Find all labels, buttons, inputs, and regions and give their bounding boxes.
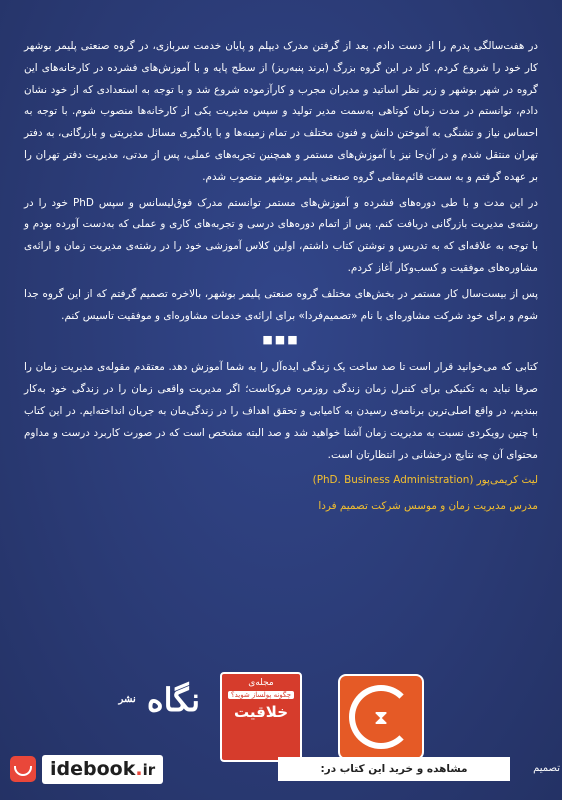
negah-publisher-logo	[90, 680, 200, 720]
khalaqiat-mag-label: مجله‌ی	[248, 678, 274, 688]
author-title: مدرس مدیریت زمان و موسس شرکت تصمیم فردا	[318, 500, 538, 513]
body-paragraph: کتابی که می‌خوانید قرار است تا صد ساخت یک زندگی ایده‌آل را به شما آموزش دهد. معتقدم مقوله‌ی مدیریت زمان را صرفا نباید به تکنیکی برای کنترل زمان زندگی روزمره فروکاست؛ اگر مدیریت واقعی زمان را در زندگی خود به‌کار ببندیم، در واقع اصلی‌ترین برنامه‌ی رسیدن به کامیابی و تحقق اهداف را در زندگی‌مان به جریان انداخته‌ایم. در این کتاب با چنین رویکردی نسبت به مدیریت زمان آشنا خواهید شد و صد البته مشخص است که در صورت کاربرد درست و مداوم محتوای آن چه نتایج درخشانی در انتظارتان است.	[24, 361, 538, 461]
idebook-site-name: idebook.ir	[42, 755, 163, 784]
author-name: لیث کریمی‌پور (PhD. Business Administration)	[312, 474, 538, 487]
negah-logo-small: نشر	[118, 694, 136, 705]
idebook-smile-icon	[10, 756, 36, 782]
body-paragraph: در این مدت و با طی دوره‌های فشرده و آموزش‌های مستمر توانستم مدرک فوق‌لیسانس و سپس PhD خود را در رشته‌ی مدیریت بازرگانی دریافت کنم. پس از اتمام دوره‌های درسی و تجربه‌های کاری و عملی که به‌دست آورده بودم و با توجه به علاقه‌ای که به تدریس و نوشتن کتاب داشتم، اولین کلاس آموزشی خود را در رشته‌ی مدیریت زمان و ارائه‌ی مشاوره‌های موفقیت و کسب‌وکار آغاز کردم.	[24, 196, 538, 274]
khalaqiat-tagline: چگونه پولساز شوید؟	[228, 691, 294, 699]
hourglass-icon: ⧗	[373, 705, 389, 729]
idebook-watermark[interactable]	[10, 754, 278, 784]
khalaqiat-magazine-logo	[220, 672, 302, 762]
body-paragraph: در هفت‌سالگی پدرم را از دست دادم. بعد از گرفتن مدرک دیپلم و پایان خدمت سربازی، در گروه صنعتی پلیمر بوشهر کار خود را شروع کردم. کار در این گروه بزرگ (برند پنبه‌ریز) از سطح پایه و با آموزش‌های فشرده در کارخانه‌های این گروه در شهر بوشهر و زیر نظر اساتید و مدیران مجرب و کارآزموده شروع شد و با توجه به استعدادی که از خود نشان دادم، توانستم در مدت زمان کوتاهی به‌سمت مدیر تولید و سپس مدیریت یکی از کارخانه‌ها منصوب شوم. با توجه به احساس نیاز و تشنگی به آموختن دانش و فنون مختلف در تمام زمینه‌ها و با یادگیری مسائل مدیریتی و بازرگانی، به دفتر تهران منتقل شدم و در آن‌جا نیز با آموزش‌های مستمر و همچنین تجربه‌های عملی، پس از مدتی، مدیریت دفتر تهران را بر عهده گرفتم و به سمت قائم‌مقامی گروه صنعتی پلیمر بوشهر منصوب شدم.	[24, 40, 538, 183]
download-banner[interactable]: مشاهده و خرید این کتاب در:	[278, 757, 510, 781]
section-separator: ■■■	[262, 333, 300, 347]
tasmim-label: تصمیم	[533, 763, 560, 774]
back-cover-text	[24, 36, 538, 516]
clock-ring-icon	[349, 685, 413, 749]
negah-logo-text: نگاه	[146, 681, 200, 719]
tasmim-farda-logo	[338, 674, 424, 760]
khalaqiat-title: خلاقیت	[233, 703, 289, 721]
body-paragraph: پس از بیست‌سال کار مستمر در بخش‌های مختلف گروه صنعتی پلیمر بوشهر، بالاخره تصمیم گرفتم که از این گروه جدا شوم و برای خود شرکت مشاوره‌ای با نام «تصمیم‌فردا» برای ارائه‌ی خدمات مشاوره‌ای و موفقیت تاسیس کنم.	[24, 287, 538, 322]
